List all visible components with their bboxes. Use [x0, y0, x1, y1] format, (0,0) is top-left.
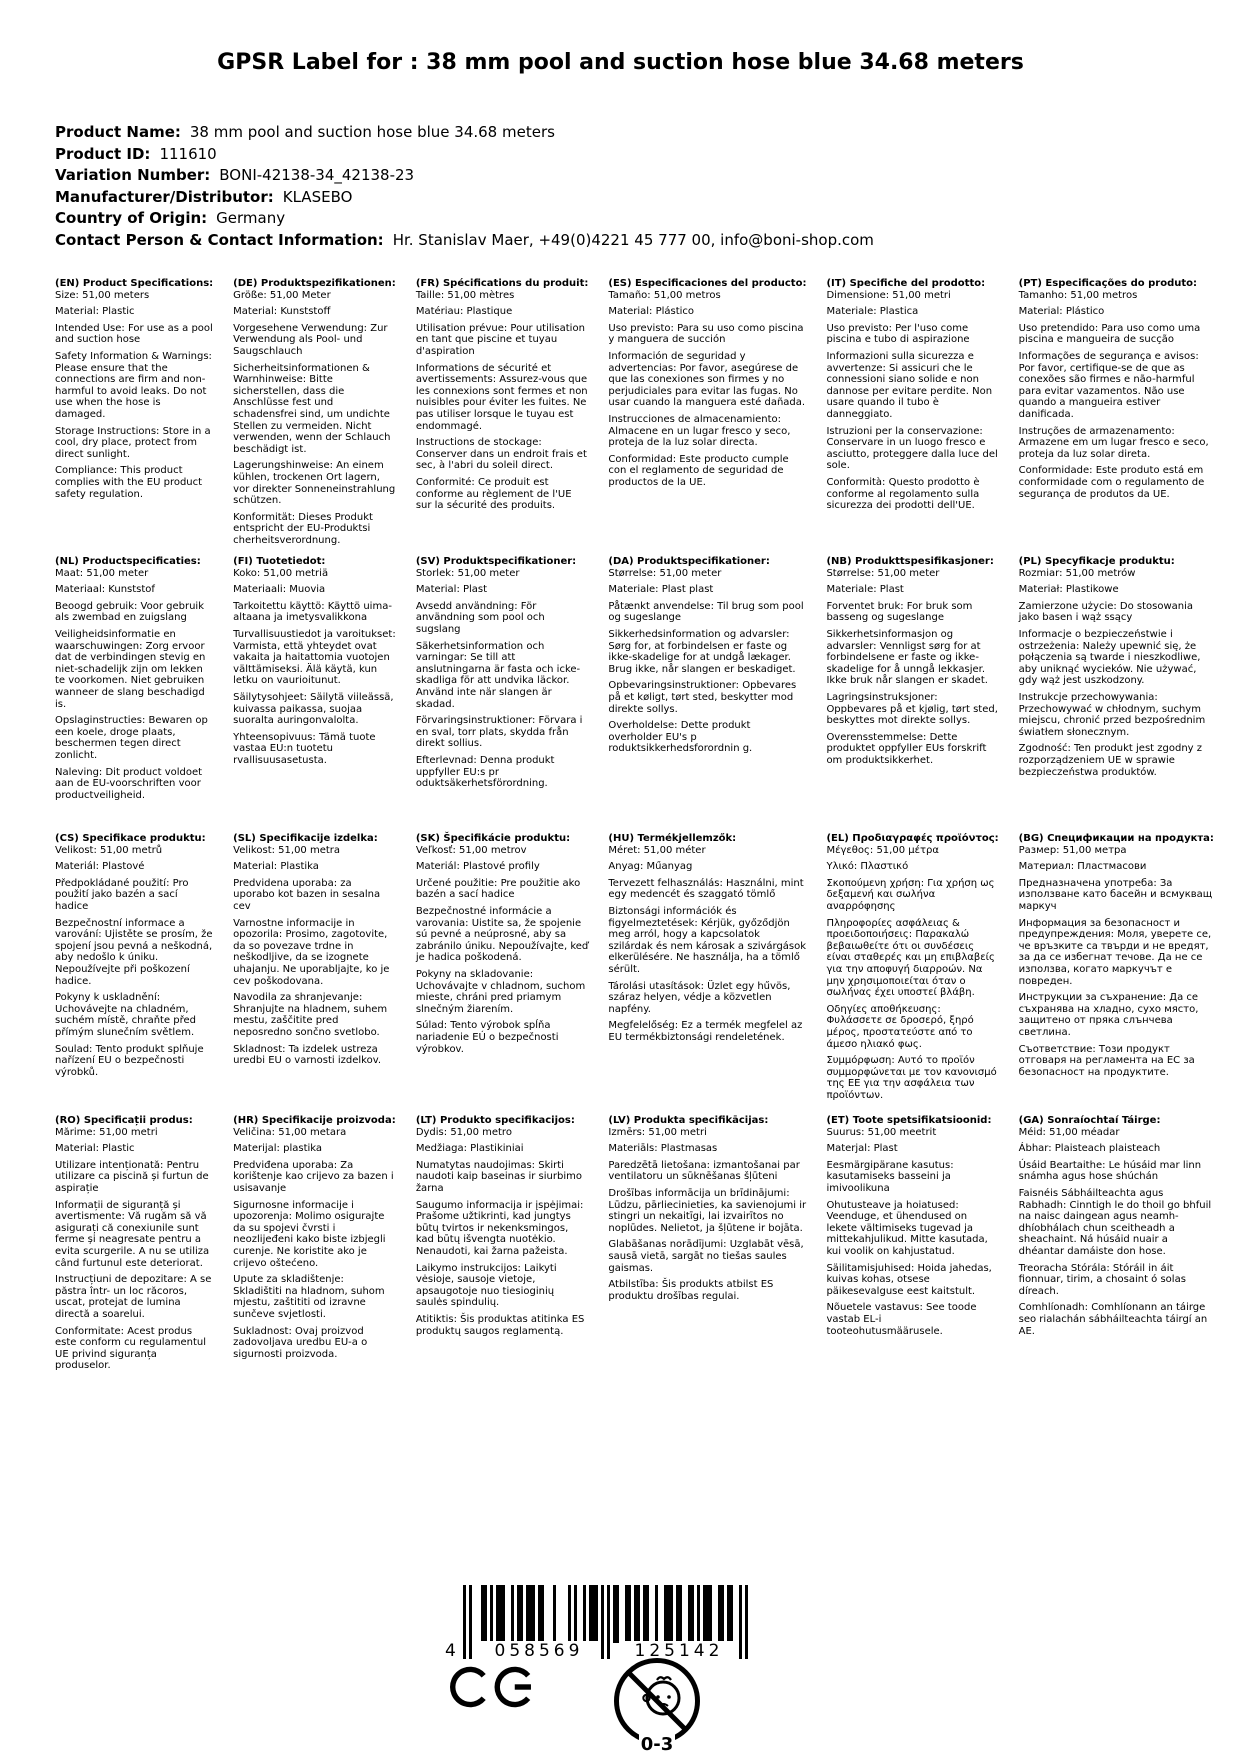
barcode-right-digits: 125142 — [619, 1641, 739, 1661]
age-warning-0-3-icon — [612, 1656, 702, 1754]
spec-paragraph: Size: 51,00 meters — [55, 289, 150, 301]
spec-paragraph: Materiāls: Plastmasas — [608, 1143, 718, 1155]
language-spec-block — [55, 556, 219, 833]
product-info-value: BONI-42138-34_42138-23 — [219, 166, 415, 184]
spec-paragraph: Safety Information & Warnings: Please ensure that the connections are firm and non-harmful to avoid leaks. Do not use when the hose is damaged. — [55, 350, 212, 420]
spec-paragraph: Størrelse: 51,00 meter — [826, 567, 940, 579]
language-spec-header: (BG) Спецификации на продукта: — [1018, 833, 1214, 844]
barcode — [447, 1585, 757, 1665]
language-spec-block — [608, 278, 812, 556]
spec-paragraph: Dydis: 51,00 metro — [415, 1126, 512, 1138]
spec-paragraph: Påtænkt anvendelse: Til brug som pool og sugeslange — [608, 600, 804, 624]
spec-paragraph: Sicherheitsinformationen & Warnhinweise: Bitte sicherstellen, dass die Anschlüsse fest und schadensfrei sind, um undichte Stellen zu vermeiden. Nicht verwenden, wenn der Schlauch beschädigt ist. — [233, 362, 391, 455]
spec-paragraph: Material: Plástico — [1018, 306, 1105, 318]
spec-paragraph: Instruções de armazenamento: Armazene em um lugar fresco e seco, proteja da luz solar direta. — [1018, 425, 1209, 460]
language-spec-body — [55, 568, 213, 802]
spec-paragraph: Megfelelőség: Ez a termék megfelel az EU termékbiztonsági rendeletének. — [608, 1020, 803, 1043]
language-spec-header: (GA) Sonraíochtaí Táirge: — [1018, 1115, 1161, 1126]
spec-paragraph: Velikost: 51,00 metrů — [55, 844, 163, 856]
product-info-row — [55, 122, 874, 144]
spec-paragraph: Compliance: This product complies with the EU product safety regulation. — [55, 465, 203, 500]
spec-paragraph: Mărime: 51,00 metri — [55, 1126, 158, 1138]
spec-paragraph: Nõuetele vastavus: See toode vastab EL-i tooteohutusmäärusele. — [826, 1302, 977, 1337]
spec-paragraph: Taille: 51,00 mètres — [415, 289, 515, 301]
language-spec-header: (ES) Especificaciones del producto: — [608, 278, 807, 289]
language-spec-header: (EN) Product Specifications: — [55, 278, 214, 289]
spec-paragraph: Biztonsági információk és figyelmeztetések: Kérjük, győződjön meg arról, hogy a kapcsolatok szilárdak és nem károsak a szivárgások elkerülésére. Ne használja, ha a tömlő sérült. — [608, 905, 807, 975]
page-title: GPSR Label for : 38 mm pool and suction hose blue 34.68 meters — [217, 50, 1024, 75]
spec-paragraph: Sikkerhedsinformation og advarsler: Sørg for, at forbindelsen er faste og ikke-skadelige for at undgå lækager. Brug ikke, når slangen er beskadiget. — [608, 628, 796, 675]
spec-paragraph: Suurus: 51,00 meetrit — [826, 1126, 937, 1138]
language-spec-block — [233, 1115, 402, 1377]
language-spec-header: (DE) Produktspezifikationen: — [233, 278, 396, 289]
spec-paragraph: Uso previsto: Para su uso como piscina y manguera de succión — [608, 322, 804, 346]
spec-paragraph: Izmērs: 51,00 metri — [608, 1126, 707, 1138]
spec-paragraph: Predvidena uporaba: za uporabo kot bazen in sesalna cev — [233, 877, 381, 912]
spec-paragraph: Glabāšanas norādījumi: Uzglabāt vēsā, sausā vietā, sargāt no tiešas saules gaismas. — [608, 1239, 804, 1274]
barcode-first-digit: 4 — [445, 1641, 456, 1661]
spec-paragraph: Instructions de stockage: Conserver dans un endroit frais et sec, à l'abri du soleil direct. — [415, 437, 587, 472]
language-spec-block — [1019, 1115, 1220, 1377]
language-spec-block — [608, 1115, 812, 1377]
spec-paragraph: Materiale: Plast plast — [608, 584, 714, 596]
language-spec-block — [1019, 278, 1220, 556]
spec-paragraph: Opslaginstructies: Bewaren op een koele, droge plaats, beschermen tegen direct zonlicht. — [55, 715, 208, 761]
spec-paragraph: Bezpečnostní informace a varování: Ujistěte se prosím, že spojení jsou pevná a neškodná, aby nedošlo k úniku. Nepoužívejte při poškození hadice. — [55, 917, 213, 987]
spec-paragraph: Sukladnost: Ovaj proizvod zadovoljava uredbu EU-a o sigurnosti proizvoda. — [233, 1325, 368, 1360]
spec-paragraph: Soulad: Tento produkt splňuje nařízení EU o bezpečnosti výrobků. — [55, 1043, 204, 1078]
language-spec-header: (HU) Termékjellemzők: — [608, 833, 737, 844]
language-spec-body — [608, 1127, 806, 1303]
spec-paragraph: Conformità: Questo prodotto è conforme al regolamento sulla sicurezza dei prodotti dell'UE. — [826, 476, 980, 512]
product-info-label: Manufacturer/Distributor: — [55, 187, 274, 206]
spec-paragraph: Materiale: Plastica — [826, 306, 919, 318]
spec-paragraph: Matériau: Plastique — [415, 306, 513, 318]
language-spec-block — [416, 833, 595, 1115]
spec-paragraph: Materiaal: Kunststof — [55, 584, 155, 596]
spec-paragraph: Určené použitie: Pre použitie ako bazén a sací hadice — [415, 877, 581, 901]
spec-paragraph: Informacje o bezpieczeństwie i ostrzeżenia: Należy upewnić się, że połączenia są twarde i nieszkodliwe, aby uniknąć wycieków. Nie używać, gdy wąż jest uszkodzony. — [1018, 628, 1201, 687]
product-info-row — [55, 187, 874, 209]
spec-paragraph: Utilizare intenționată: Pentru utilizare ca piscină și furtun de aspirație — [55, 1159, 209, 1194]
language-spec-block — [233, 278, 402, 556]
product-info-value: Germany — [216, 209, 286, 227]
language-spec-header: (LT) Produkto specifikacijos: — [415, 1115, 575, 1126]
spec-paragraph: Maat: 51,00 meter — [55, 567, 149, 579]
spec-paragraph: Informații de siguranță și avertismente: Vă rugăm să vă asigurați că conexiunile sunt ferme și neagresate pentru a evita scurgerile. A nu se utiliza când furtunul este deteriorat. — [55, 1199, 210, 1269]
product-info-label: Country of Origin: — [55, 209, 208, 227]
language-spec-body — [55, 290, 213, 501]
language-spec-body — [826, 290, 998, 512]
spec-paragraph: Naleving: Dit product voldoet aan de EU-voorschriften voor productveiligheid. — [55, 766, 203, 801]
language-spec-header: (HR) Specifikacije proizvoda: — [233, 1115, 396, 1126]
spec-paragraph: Instrukcje przechowywania: Przechowywać w chłodnym, suchym miejscu, chronić przed bezpośrednim światłem słonecznym. — [1018, 691, 1206, 738]
spec-paragraph: Ábhar: Plaisteach plaisteach — [1018, 1143, 1161, 1155]
spec-paragraph: Material: Plast — [415, 584, 488, 596]
spec-paragraph: Numatytas naudojimas: Skirti naudoti kaip baseinas ir siurbimo žarna — [415, 1159, 582, 1194]
spec-paragraph: Méid: 51,00 méadar — [1018, 1126, 1120, 1138]
spec-paragraph: Súlad: Tento výrobok spĺňa nariadenie EÚ o bezpečnosti výrobkov. — [415, 1020, 559, 1055]
spec-paragraph: Tamaño: 51,00 metros — [608, 289, 721, 301]
spec-paragraph: Overensstemmelse: Dette produktet oppfyller EUs forskrift om produktsikkerhet. — [826, 731, 987, 766]
spec-paragraph: Istruzioni per la conservazione: Conservare in un luogo fresco e asciutto, proteggere dalla luce del sole. — [826, 425, 998, 472]
spec-paragraph: Drošības informācija un brīdinājumi: Lūdzu, pārliecinieties, ka savienojumi ir stingri un nekaitīgi, lai izvairītos no noplūdes. Nelietot, ja šļūtene ir bojāta. — [608, 1187, 807, 1234]
spec-paragraph: Skladnost: Ta izdelek ustreza uredbi EU o varnosti izdelkov. — [233, 1043, 382, 1067]
spec-paragraph: Predviđena uporaba: Za korištenje kao crijevo za bazen i usisavanje — [233, 1159, 394, 1194]
language-spec-body — [1019, 568, 1214, 779]
spec-paragraph: Materiál: Plastové — [55, 861, 145, 873]
spec-paragraph: Informazioni sulla sicurezza e avvertenze: Si assicuri che le connessioni siano solide e non dannose per evitare perdite. Non usare quando il tubo è danneggiato. — [826, 350, 993, 420]
product-info-label: Contact Person & Contact Information: — [55, 230, 384, 249]
language-spec-header: (DA) Produktspecifikationer: — [608, 556, 770, 567]
spec-paragraph: Navodila za shranjevanje: Shranjujte na hladnem, suhem mestu, zaščitite pred neposredno sončno svetlobo. — [233, 992, 388, 1038]
spec-paragraph: Forventet bruk: For bruk som basseng og sugeslange — [826, 600, 973, 624]
spec-paragraph: Comhlíonadh: Comhlíonann an táirge seo rialachán sábháilteachta táirgí an AE. — [1018, 1302, 1208, 1337]
language-spec-header: (NB) Produkttspesifikasjoner: — [826, 556, 994, 567]
spec-paragraph: Instrucciones de almacenamiento: Almacene en un lugar fresco y seco, proteja de la luz solar directa. — [608, 413, 791, 449]
spec-paragraph: Úsáid Beartaithe: Le húsáid mar linn snámha agus hose shúchán — [1018, 1159, 1202, 1183]
spec-paragraph: Conformitate: Acest produs este conform cu regulamentul UE privind siguranța produselor. — [55, 1325, 206, 1372]
spec-paragraph: Информация за безопасност и предупреждения: Моля, уверете се, че връзките са твърди и не вредят, за да се избегнат течове. Да не се използва, когато маркучът е повреден. — [1018, 917, 1212, 987]
spec-paragraph: Material: Plastic — [55, 306, 135, 318]
language-spec-block — [826, 278, 1004, 556]
product-info-row — [55, 208, 874, 230]
spec-paragraph: Anyag: Műanyag — [608, 861, 693, 873]
product-info-value: Hr. Stanislav Maer, +49(0)4221 45 777 00, info@boni-shop.com — [392, 230, 874, 249]
spec-paragraph: Предназначена употреба: За използване като басейн и всмукващ маркуч — [1018, 877, 1213, 912]
language-spec-block — [1019, 833, 1220, 1115]
spec-paragraph: Размер: 51,00 метра — [1018, 844, 1127, 856]
spec-paragraph: Sikkerhetsinformasjon og advarsler: Vennligst sørg for at forbindelsene er faste og ikke-skadelige for å unngå lekkasjer. Ikke bruk når slangen er skadet. — [826, 628, 988, 687]
spec-paragraph: Съответствие: Този продукт отговаря на регламента на ЕС за безопасност на продуктите. — [1018, 1043, 1195, 1078]
spec-paragraph: Veličina: 51,00 metara — [233, 1126, 347, 1138]
language-spec-block — [233, 556, 402, 833]
spec-paragraph: Yhteensopivuus: Tämä tuote vastaa EU:n tuotetu rvallisuusasetusta. — [233, 731, 376, 766]
spec-paragraph: Συμμόρφωση: Αυτό το προϊόν συμμορφώνεται με τον κανονισμό της ΕΕ για την ασφάλεια των προϊόντων. — [826, 1055, 997, 1101]
spec-paragraph: Tarkoitettu käyttö: Käyttö uima-altaana ja imetysvalikkona — [233, 600, 392, 624]
spec-paragraph: Eesmärgipärane kasutus: kasutamiseks basseini ja imivoolikuna — [826, 1159, 954, 1194]
language-spec-block — [416, 556, 595, 833]
spec-paragraph: Velikost: 51,00 metra — [233, 844, 341, 856]
spec-paragraph: Materiaali: Muovia — [233, 584, 326, 596]
spec-paragraph: Faisnéis Sábháilteachta agus Rabhadh: Cinntigh le do thoil go bhfuil na naisc daingean agus neamh-dhíobhálach chun sceitheadh a sheachaint. Ná húsáid nuair a dhéantar damáiste don hose. — [1018, 1187, 1212, 1257]
spec-paragraph: Tervezett felhasználás: Használni, mint egy medencét és szaggató tömlő — [608, 877, 804, 901]
language-spec-header: (SL) Specifikacije izdelka: — [233, 833, 378, 844]
product-info-label: Variation Number: — [55, 166, 211, 184]
spec-paragraph: Opbevaringsinstruktioner: Opbevares på et køligt, tørt sted, beskytter mod direkte sollys. — [608, 680, 797, 715]
language-spec-body — [416, 568, 589, 790]
spec-paragraph: Koko: 51,00 metriä — [233, 567, 329, 579]
spec-paragraph: Material: Kunststoff — [233, 306, 331, 318]
spec-paragraph: Efterlevnad: Denna produkt uppfyller EU:s pr oduktsäkerhetsförordning. — [415, 754, 555, 790]
spec-paragraph: Πληροφορίες ασφάλειας & προειδοποιήσεις: Παρακαλώ βεβαιωθείτε ότι οι συνδέσεις είναι σταθερές και μη επιβλαβείς για την αποφυγή διαρροών. Να μην χρησιμοποιείται όταν ο σωλήνας έχει υποστεί βλάβη. — [826, 917, 995, 999]
language-spec-header: (FI) Tuotetiedot: — [233, 556, 326, 567]
spec-paragraph: Materiał: Plastikowe — [1018, 584, 1119, 596]
language-spec-header: (PL) Specyfikacje produktu: — [1018, 556, 1175, 567]
spec-paragraph: Zamierzone użycie: Do stosowania jako basen i wąż ssący — [1018, 600, 1194, 624]
spec-paragraph: Información de seguridad y advertencias: Por favor, asegúrese de que las conexiones son firmes y no perjudiciales para evitar las fugas. No usar cuando la manguera esté dañada. — [608, 350, 806, 409]
spec-paragraph: Turvallisuustiedot ja varoitukset: Varmista, että yhteydet ovat vakaita ja haitattomia vuotojen välttämiseksi. Älä käytä, kun letku on vaurioitunut. — [233, 628, 396, 687]
spec-paragraph: Material: Plástico — [608, 306, 695, 318]
spec-paragraph: Dimensione: 51,00 metri — [826, 289, 951, 301]
spec-paragraph: Informations de sécurité et avertissements: Assurez-vous que les connexions sont fermes et non nuisibles pour éviter les fuites. Ne pas utiliser lorsque le tuyau est endommagé. — [415, 362, 588, 432]
language-spec-body — [1019, 290, 1214, 501]
language-spec-header: (PT) Especificações do produto: — [1018, 278, 1197, 289]
spec-paragraph: Beoogd gebruik: Voor gebruik als zwembad en zuigslang — [55, 600, 204, 624]
spec-paragraph: Atbilstība: Šis produkts atbilst ES produktu drošības regulai. — [608, 1279, 774, 1302]
spec-paragraph: Størrelse: 51,00 meter — [608, 567, 722, 579]
language-spec-body — [233, 568, 396, 767]
spec-paragraph: Materiale: Plast — [826, 584, 904, 596]
spec-paragraph: Avsedd användning: För användning som pool och sugslang — [415, 600, 545, 635]
language-spec-body — [608, 568, 806, 755]
language-spec-block — [608, 833, 812, 1115]
spec-paragraph: Méret: 51,00 méter — [608, 844, 706, 856]
language-spec-body — [233, 845, 396, 1067]
spec-paragraph: Předpokládané použití: Pro použití jako bazén a sací hadice — [55, 877, 189, 912]
language-spec-block — [608, 556, 812, 833]
language-spec-body — [608, 290, 806, 489]
spec-paragraph: Veiligheidsinformatie en waarschuwingen: Zorg ervoor dat de verbindingen stevig en niet-schadelijk zijn om lekken te voorkomen. Niet gebruiken wanneer de slang beschadigd is. — [55, 628, 206, 710]
spec-paragraph: Saugumo informacija ir įspėjimai: Prašome užtikrinti, kad jungtys būtų tvirtos ir nekenksmingos, kad būtų išvengta nuotėkio. Nenaudoti, kai žarna pažeista. — [415, 1199, 584, 1257]
spec-paragraph: Tamanho: 51,00 metros — [1018, 289, 1138, 301]
spec-paragraph: Medžiaga: Plastikiniai — [415, 1143, 524, 1155]
language-spec-block — [826, 556, 1004, 833]
spec-paragraph: Conformidade: Este produto está em conformidade com o regulamento de segurança de produtos da UE. — [1018, 465, 1205, 500]
spec-paragraph: Materijal: plastika — [233, 1143, 323, 1155]
language-spec-header: (EL) Προδιαγραφές προϊόντος: — [826, 833, 999, 844]
language-spec-body — [608, 845, 806, 1044]
language-spec-body — [233, 1127, 396, 1361]
language-spec-header: (NL) Productspecificaties: — [55, 556, 201, 567]
spec-paragraph: Lagringsinstruksjoner: Oppbevares på et kjølig, tørt sted, beskyttes mot direkte sollys. — [826, 691, 998, 727]
spec-paragraph: Uso pretendido: Para uso como uma piscina e mangueira de sucção — [1018, 322, 1201, 346]
product-info-value: 111610 — [159, 144, 217, 163]
spec-paragraph: Förvaringsinstruktioner: Förvara i en sval, torr plats, skydda från direkt sollius. — [415, 715, 583, 750]
spec-paragraph: Storage Instructions: Store in a cool, dry place, protect from direct sunlight. — [55, 425, 211, 460]
language-spec-header: (LV) Produkta specifikācijas: — [608, 1115, 769, 1126]
spec-paragraph: Treoracha Stórála: Stóráil in áit fionnuar, tirim, a chosaint ó solas díreach. — [1018, 1262, 1186, 1297]
age-warning-label: 0-3 — [640, 1734, 674, 1754]
spec-paragraph: Säkerhetsinformation och varningar: Se till att anslutningarna är fasta och icke-skadliga för att undvika läckor. Använd inte när slangen är skadad. — [415, 640, 581, 710]
product-info-value: KLASEBO — [282, 187, 353, 206]
language-spec-block — [826, 1115, 1004, 1377]
language-spec-block — [55, 278, 219, 556]
product-info-row — [55, 230, 874, 252]
spec-paragraph: Varnostne informacije in opozorila: Prosimo, zagotovite, da so povezave trdne in neškodljive, da se izognete uhajanju. Ne uporabljajte, ko je cev poškodovana. — [233, 917, 390, 987]
language-spec-body — [55, 1127, 213, 1372]
ce-mark-icon — [450, 1664, 535, 1710]
spec-paragraph: Material: Plastika — [233, 861, 319, 873]
language-spec-body — [416, 845, 589, 1056]
spec-paragraph: Μέγεθος: 51,00 μέτρα — [826, 844, 939, 856]
spec-paragraph: Paredzētā lietošana: izmantošanai par ventilatoru un sūknēšanas šļūteni — [608, 1159, 800, 1183]
spec-paragraph: Veľkosť: 51,00 metrov — [415, 844, 527, 856]
spec-paragraph: Säilytysohjeet: Säilytä viileässä, kuivassa paikassa, suojaa suoralta auringonvalolta. — [233, 691, 394, 727]
spec-paragraph: Conformité: Ce produit est conforme au règlement de l'UE sur la sécurité des produits. — [415, 476, 572, 512]
spec-paragraph: Vorgesehene Verwendung: Zur Verwendung als Pool- und Saugschlauch — [233, 322, 388, 357]
spec-paragraph: Rozmiar: 51,00 metrów — [1018, 567, 1136, 579]
language-spec-block — [1019, 556, 1220, 833]
language-specifications-grid — [55, 278, 1214, 1377]
language-spec-header: (RO) Specificații produs: — [55, 1115, 193, 1126]
spec-paragraph: Informações de segurança e avisos: Por favor, certifique-se de que as conexões são firmes e não-harmful para evitar vazamentos. Não use quando a mangueira estiver danificada. — [1018, 350, 1199, 420]
spec-paragraph: Zgodność: Ten produkt jest zgodny z rozporządzeniem UE w sprawie bezpieczeństwa produktów. — [1018, 743, 1203, 778]
spec-paragraph: Säilitamisjuhised: Hoida jahedas, kuivas kohas, otsese päikesevalguse eest kaitstult. — [826, 1262, 992, 1297]
language-spec-header: (SK) Špecifikácie produktu: — [415, 833, 571, 844]
language-spec-body — [55, 845, 213, 1079]
spec-paragraph: Laikymo instrukcijos: Laikyti vėsioje, sausoje vietoje, apsaugotoje nuo tiesioginių saulės spindulių. — [415, 1262, 557, 1309]
spec-paragraph: Conformidad: Este producto cumple con el reglamento de seguridad de productos de la UE. — [608, 453, 789, 488]
spec-paragraph: Größe: 51,00 Meter — [233, 289, 331, 301]
spec-paragraph: Atitiktis: Šis produktas atitinka ES produktų saugos reglamentą. — [415, 1313, 585, 1337]
language-spec-block — [55, 1115, 219, 1377]
product-info-row — [55, 144, 874, 166]
language-spec-body — [416, 1127, 589, 1338]
language-spec-body — [826, 845, 998, 1102]
spec-paragraph: Bezpečnostné informácie a varovania: Uistite sa, že spojenie sú pevné a neúprosné, aby sa zabránilo úniku. Nepoužívajte, keď je hadica poškodená. — [415, 905, 589, 964]
spec-paragraph: Instrucțiuni de depozitare: A se păstra într- un loc răcoros, uscat, protejat de lumina directă a soarelui. — [55, 1274, 212, 1320]
spec-paragraph: Материал: Пластмасови — [1018, 861, 1147, 873]
spec-paragraph: Pokyny k uskladnění: Uchovávejte na chladném, suchém místě, chraňte před přímým slunečním světlem. — [55, 992, 197, 1038]
spec-paragraph: Utilisation prévue: Pour utilisation en tant que piscine et tuyau d'aspiration — [415, 322, 585, 357]
spec-paragraph: Material: Plastic — [55, 1143, 135, 1155]
spec-paragraph: Konformität: Dieses Produkt entspricht der EU-Produktsi cherheitsverordnung. — [233, 511, 373, 546]
spec-paragraph: Οδηγίες αποθήκευσης: Φυλάσσετε σε δροσερό, ξηρό μέρος, προστατεύστε από το άμεσο ηλιακό φως. — [826, 1003, 974, 1050]
language-spec-block — [416, 278, 595, 556]
spec-paragraph: Upute za skladištenje: Skladištiti na hladnom, suhom mjestu, zaštititi od izravne sunčeve svjetlosti. — [233, 1274, 385, 1320]
language-spec-body — [826, 1127, 998, 1338]
spec-paragraph: Uso previsto: Per l'uso come piscina e tubo di aspirazione — [826, 322, 970, 346]
language-spec-header: (IT) Specifiche del prodotto: — [826, 278, 986, 289]
barcode-left-digits: 058569 — [479, 1641, 599, 1661]
spec-paragraph: Pokyny na skladovanie: Uchovávajte v chladnom, suchom mieste, chráni pred priamym slnečným žiarením. — [415, 968, 586, 1015]
language-spec-block — [233, 833, 402, 1115]
spec-paragraph: Tárolási utasítások: Üzlet egy hűvös, száraz helyen, védje a közvetlen napfény. — [608, 980, 791, 1015]
product-info-row — [55, 165, 874, 187]
spec-paragraph: Sigurnosne informacije i upozorenja: Molimo osigurajte da su spojevi čvrsti i neozlijeđeni kako biste izbjegli curenje. Ne koristite ako je crijevo oštećeno. — [233, 1199, 386, 1269]
language-spec-header: (ET) Toote spetsifikatsioonid: — [826, 1115, 992, 1126]
language-spec-block — [826, 833, 1004, 1115]
language-spec-body — [1019, 845, 1214, 1079]
language-spec-header: (SV) Produktspecifikationer: — [415, 556, 577, 567]
product-info-value: 38 mm pool and suction hose blue 34.68 meters — [189, 123, 555, 141]
spec-paragraph: Overholdelse: Dette produkt overholder EU's p roduktsikkerhedsforordnin g. — [608, 720, 753, 755]
product-info — [55, 122, 874, 251]
language-spec-body — [416, 290, 589, 512]
language-spec-block — [55, 833, 219, 1115]
language-spec-body — [233, 290, 396, 547]
product-info-label: Product Name: — [55, 123, 181, 141]
spec-paragraph: Lagerungshinweise: An einem kühlen, trockenen Ort lagern, vor direkter Sonneneinstrahlung schützen. — [233, 460, 396, 507]
language-spec-header: (FR) Spécifications du produit: — [415, 278, 589, 289]
language-spec-header: (CS) Specifikace produktu: — [55, 833, 206, 844]
spec-paragraph: Materiál: Plastové profily — [415, 861, 540, 873]
spec-paragraph: Intended Use: For use as a pool and suction hose — [55, 322, 213, 346]
spec-paragraph: Storlek: 51,00 meter — [415, 567, 520, 579]
language-spec-block — [416, 1115, 595, 1377]
spec-paragraph: Инструкции за съхранение: Да се съхранява на хладно, сухо място, защитено от пряка слънчева светлина. — [1018, 992, 1199, 1038]
spec-paragraph: Σκοπούμενη χρήση: Για χρήση ως δεξαμενή και σωλήνα αναρρόφησης — [826, 877, 995, 912]
language-spec-body — [826, 568, 998, 767]
language-spec-body — [1019, 1127, 1214, 1338]
spec-paragraph: Materjal: Plast — [826, 1143, 898, 1155]
product-info-label: Product ID: — [55, 144, 151, 163]
spec-paragraph: Ohutusteave ja hoiatused: Veenduge, et ühendused on lekete vältimiseks tugevad ja mittekahjulikud. Mitte kasutada, kui voolik on kahjustatud. — [826, 1199, 988, 1257]
spec-paragraph: Υλικό: Πλαστικό — [826, 861, 909, 873]
